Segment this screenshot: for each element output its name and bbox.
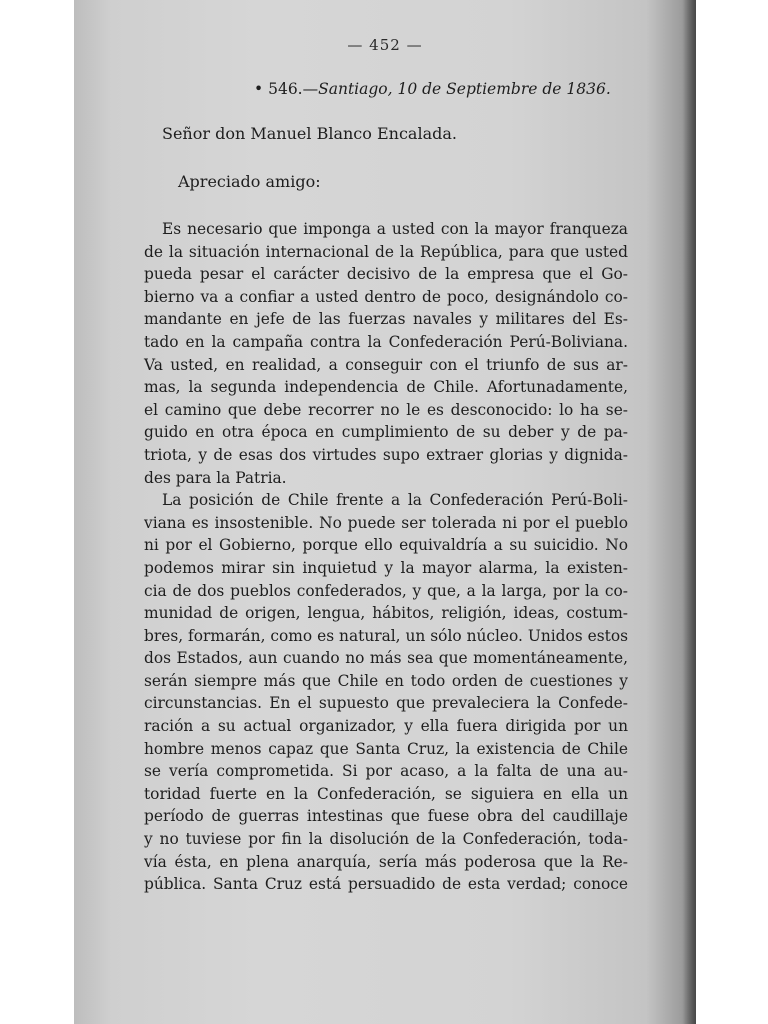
body-line: Es necesario que imponga a usted con la mayor franqueza	[162, 220, 628, 238]
body-line: serán siempre más que Chile en todo orden de cuestiones y	[144, 671, 628, 690]
page-number: — 452 —	[347, 36, 423, 54]
body-line: viana es insostenible. No puede ser tolerada ni por el pueblo	[144, 513, 628, 532]
body-line: mandante en jefe de las fuerzas navales y militares del Es-	[144, 310, 628, 329]
body-line: des para la Patria.	[144, 468, 287, 487]
letter-body	[144, 218, 628, 896]
body-line: bierno va a confiar a usted dentro de poco, designándolo co-	[144, 287, 628, 306]
body-line: vía ésta, en plena anarquía, sería más poderosa que la Re-	[144, 852, 628, 871]
body-line: pública. Santa Cruz está persuadido de esta verdad; conoce	[144, 875, 628, 894]
body-line: La posición de Chile frente a la Confederación Perú-Boli-	[162, 491, 628, 510]
body-line: circunstancias. En el supuesto que prevaleciera la Confede-	[144, 694, 628, 713]
body-line: se vería comprometida. Si por acaso, a la falta de una au-	[144, 762, 628, 781]
body-line: pueda pesar el carácter decisivo de la empresa que el Go-	[144, 265, 628, 284]
body-line: el camino que debe recorrer no le es desconocido: lo ha se-	[144, 400, 628, 419]
letter-dateline	[254, 80, 611, 98]
body-line: guido en otra época en cumplimiento de su deber y de pa-	[144, 423, 628, 442]
body-line: dos Estados, aun cuando no más sea que momentáneamente,	[144, 649, 628, 668]
body-line: ración a su actual organizador, y ella fuera dirigida por un	[144, 717, 628, 736]
body-line: ni por el Gobierno, porque ello equivaldría a su suicidio. No	[144, 536, 628, 555]
body-line: hombre menos capaz que Santa Cruz, la existencia de Chile	[144, 739, 628, 758]
book-page	[74, 0, 696, 1024]
letter-place-date: Santiago, 10 de Septiembre de 1836.	[318, 80, 611, 98]
body-line: munidad de origen, lengua, hábitos, religión, ideas, costum-	[144, 604, 628, 623]
body-line: cia de dos pueblos confederados, y que, a la larga, por la co-	[144, 581, 628, 600]
letter-number: 546.—	[268, 80, 319, 98]
body-line: período de guerras intestinas que fuese obra del caudillaje	[144, 807, 628, 826]
body-line: toridad fuerte en la Confederación, se siguiera en ella un	[144, 784, 628, 803]
body-line: Va usted, en realidad, a conseguir con el triunfo de sus ar-	[144, 355, 628, 374]
body-line: de la situación internacional de la República, para que usted	[144, 242, 628, 261]
body-line: triota, y de esas dos virtudes supo extraer glorias y dignida-	[144, 445, 628, 464]
letter-salutation: Apreciado amigo:	[178, 172, 321, 191]
letter-addressee: Señor don Manuel Blanco Encalada.	[162, 124, 457, 143]
body-line: mas, la segunda independencia de Chile. Afortunadamente,	[144, 378, 628, 397]
body-line: y no tuviese por fin la disolución de la Confederación, toda-	[144, 830, 628, 849]
page-edge-shadow	[682, 0, 696, 1024]
body-line: bres, formarán, como es natural, un sólo núcleo. Unidos estos	[144, 626, 628, 645]
body-line: tado en la campaña contra la Confederación Perú-Boliviana.	[144, 332, 628, 351]
body-line: podemos mirar sin inquietud y la mayor alarma, la existen-	[144, 558, 628, 577]
dateline-bullet: •	[254, 80, 264, 98]
